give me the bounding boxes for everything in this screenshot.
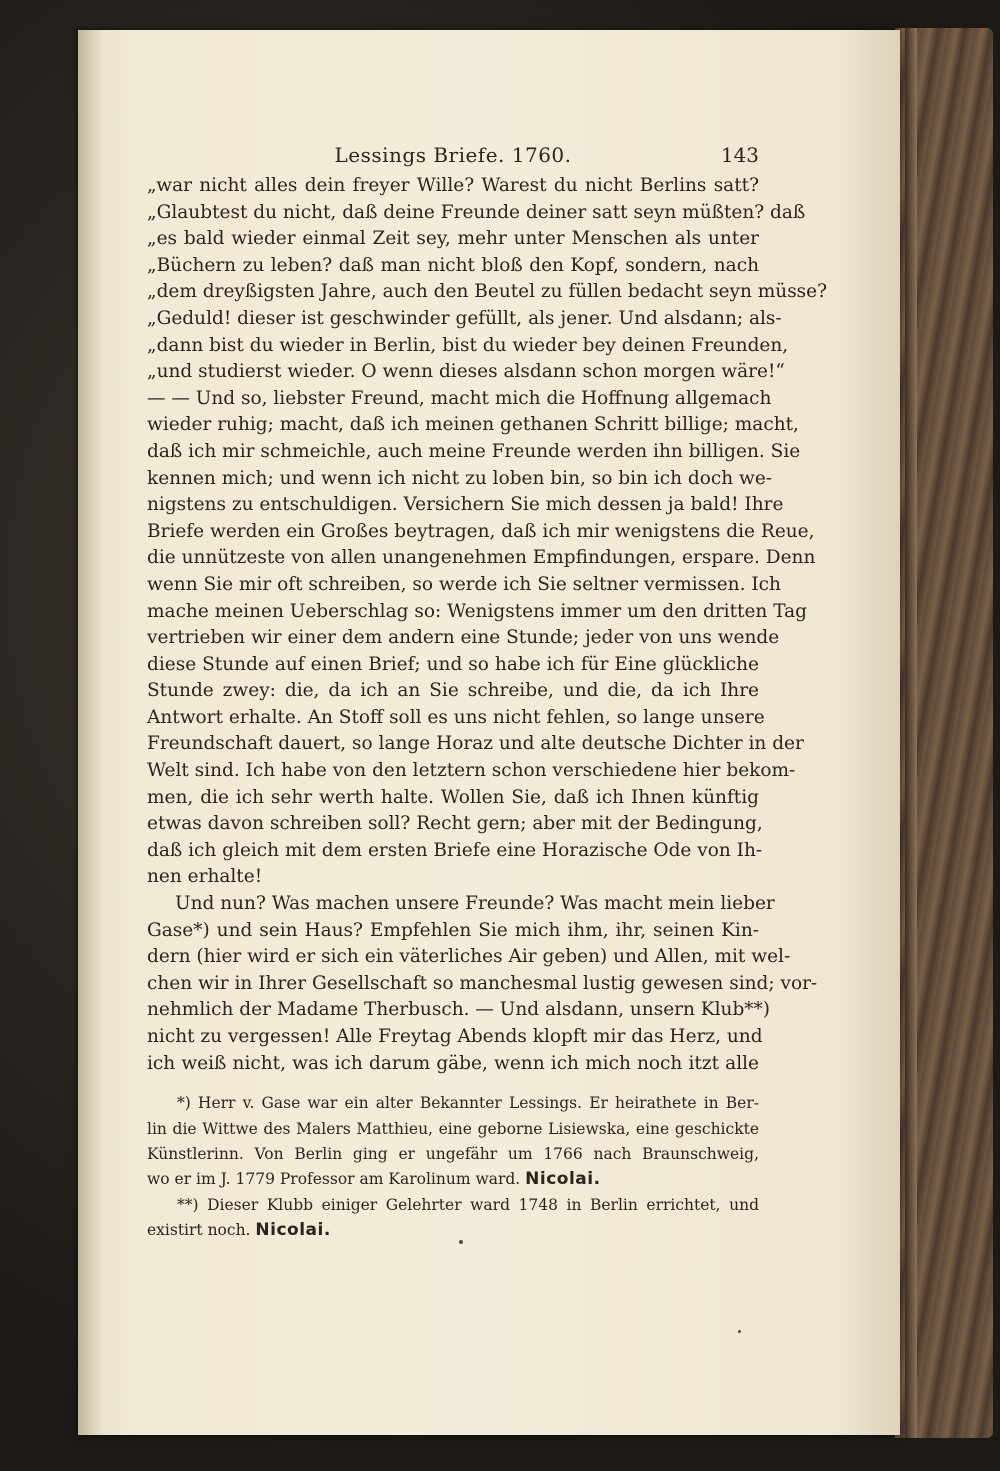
body-line: „Geduld! dieser ist geschwinder gefüllt, als jener. Und alsdann; als- [147,307,782,329]
body-line: daß ich mir schmeichle, auch meine Freunde werden ihn billigen. Sie [147,440,801,462]
footnote-signature: Nicolai. [525,1169,601,1190]
body-text [147,173,828,1077]
body-line: „Glaubtest du nicht, daß deine Freunde deiner satt seyn müßten? daß [147,201,806,223]
body-line: etwas davon schreiben soll? Recht gern; aber mit der Bedingung, [147,813,763,835]
footnote-line [147,1117,759,1142]
body-line: vertrieben wir einer dem andern eine Stunde; jeder von uns wende [147,627,780,649]
body-line: mache meinen Ueberschlag so: Wenigstens immer um den dritten Tag [147,600,807,622]
body-line: Welt sind. Ich habe von den letztern schon verschiedene hier bekom- [147,760,796,782]
page-number: 143 [720,143,759,167]
body-line: nigstens zu entschuldigen. Versichern Sie mich dessen ja bald! Ihre [147,494,784,516]
body-line: Freundschaft dauert, so lange Horaz und alte deutsche Dichter in der [147,733,804,755]
footnote-text: Künstlerinn. Von Berlin ging er ungefähr um 1766 nach Braunschweig, [147,1144,759,1163]
running-header [147,143,759,173]
body-line: „dem dreyßigsten Jahre, auch den Beutel zu füllen bedacht seyn müsse? [147,281,828,303]
body-line: die unnützeste von allen unangenehmen Empfindungen, erspare. Denn [147,547,816,569]
footnote-text: lin die Wittwe des Malers Matthieu, eine geborne Lisiewska, eine geschickte [147,1119,759,1138]
body-line: Briefe werden ein Großes beytragen, daß ich mir wenigstens die Reue, [147,520,815,542]
body-line: Antwort erhalte. An Stoff soll es uns nicht fehlen, so lange unsere [147,706,765,728]
footnote-line [147,1218,759,1243]
footnote-text: existirt noch. [147,1221,251,1240]
footnotes [147,1091,759,1243]
cover-spine-edge [905,28,917,1438]
page-gutter-shadow [78,30,102,1435]
footnote-text: **) Dieser Klubb einiger Gelehrter ward 1748 in Berlin errichtet, und [177,1195,759,1214]
running-title: Lessings Briefe. 1760. [334,143,572,167]
footnote-text: wo er im J. 1779 Professor am Karolinum ward. [147,1170,521,1189]
body-line: Gase*) und sein Haus? Empfehlen Sie mich ihm, ihr, seinen Kin- [147,919,759,941]
footnote-line [147,1091,759,1116]
body-line: „es bald wieder einmal Zeit sey, mehr unter Menschen als unter [147,228,759,250]
body-line: kennen mich; und wenn ich nicht zu loben bin, so bin ich doch we- [147,467,773,489]
body-line: daß ich gleich mit dem ersten Briefe eine Horazische Ode von Ih- [147,839,763,861]
body-line: „war nicht alles dein freyer Wille? Warest du nicht Berlins satt? [147,175,759,196]
body-line: wieder ruhig; macht, daß ich meinen gethanen Schritt billige; macht, [147,414,799,436]
footnote-text: *) Herr v. Gase war ein alter Bekannter Lessings. Er heirathete in Ber- [177,1094,759,1113]
footnote-signature: Nicolai. [255,1220,331,1241]
body-line: nen erhalte! [147,866,263,888]
body-line: ich weiß nicht, was ich darum gäbe, wenn ich mich noch itzt alle [147,1052,759,1074]
body-line: „dann bist du wieder in Berlin, bist du wieder bey deinen Freunden, [147,334,789,356]
body-line: Und nun? Was machen unsere Freunde? Was macht mein lieber [175,893,775,915]
body-line: Stunde zwey: die, da ich an Sie schreibe, und die, da ich Ihre [147,680,759,702]
body-line: nehmlich der Madame Therbusch. — Und alsdann, unsern Klub**) [147,999,771,1021]
body-line: „und studierst wieder. O wenn dieses alsdann schon morgen wäre!“ [147,361,785,383]
body-line: nicht zu vergessen! Alle Freytag Abends klopft mir das Herz, und [147,1026,763,1047]
footnote-line [147,1142,759,1167]
footnote-line [147,1167,759,1192]
body-line: men, die ich sehr werth halte. Wollen Sie, daß ich Ihnen künftig [147,786,759,808]
page-text-block [147,143,828,1244]
body-line: — — Und so, liebster Freund, macht mich die Hoffnung allgemach [147,387,772,409]
body-line: chen wir in Ihrer Gesellschaft so manchesmal lustig gewesen sind; vor- [147,972,818,994]
body-line: „Büchern zu leben? daß man nicht bloß den Kopf, sondern, nach [147,254,759,276]
footnote-line [147,1193,759,1218]
paper-speck [459,1240,463,1244]
body-line: dern (hier wird er sich ein väterliches Air geben) und Allen, mit wel- [147,946,791,968]
body-line: diese Stunde auf einen Brief; und so habe ich für Eine glückliche [147,653,759,675]
body-line: wenn Sie mir oft schreiben, so werde ich Sie seltner vermissen. Ich [147,573,781,595]
paper-speck [738,1330,741,1333]
